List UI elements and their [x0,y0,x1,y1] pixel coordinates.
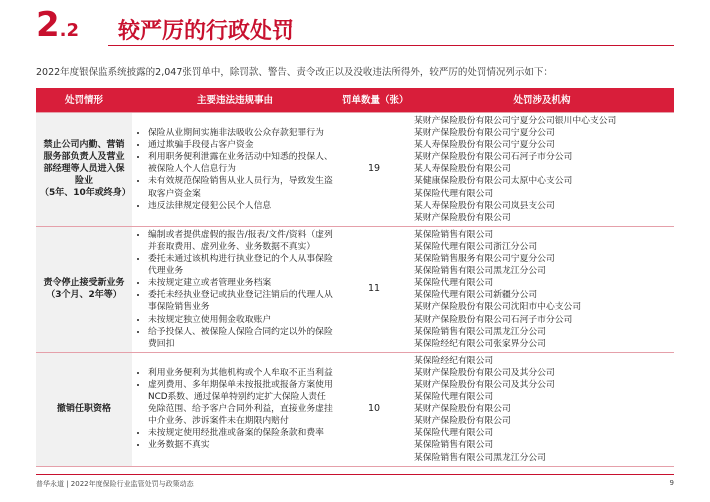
reason-item: • 利用业务便利为其他机构或个人牟取不正当利益 [148,367,334,379]
institution-item: 某保险销售有限公司黑龙江分公司 [414,452,546,463]
table-row [36,226,674,352]
institution-item: 某财产保险股份有限公司石河子市分公司 [414,152,573,163]
institution-item: 某财产保险股份有限公司 [414,416,511,427]
violation-reasons [132,352,338,466]
section-number: 2.2 [36,5,80,45]
header-institutions: 处罚涉及机构 [410,88,674,113]
reason-item: • 违反法律规定侵犯公民个人信息 [148,200,334,212]
page-number: 9 [669,479,674,487]
institution-item: 某财产保险股份有限公司 [414,404,511,415]
institution-item: 某保险经纪有限公司张家界分公司 [414,338,546,349]
institution-list [410,226,674,352]
institution-item: 某保险销售有限公司 [414,440,494,451]
institution-item: 某保险代理有限公司 [414,188,494,199]
intro-text: 2022年度银保监系统披露的2,047张罚单中，除罚款、警告、责令改正以及没收违法所得外，较严厉的处罚情况列示如下： [36,67,553,78]
reason-list [136,229,334,350]
reason-list [136,127,334,212]
institution-item: 某人寿保险股份有限公司 [414,164,511,175]
reason-item: • 保险从业期间实施非法吸收公众存款犯罪行为 [148,127,334,139]
institution-item: 某保险代理有限公司 [414,392,494,403]
penalty-category [36,113,132,227]
institution-list [410,352,674,466]
institution-item: 某保险代理有限公司新疆分公司 [414,290,538,301]
institution-list [410,113,674,227]
table-header-row [36,88,674,113]
reason-list [136,367,334,452]
institution-item: 某保险销售有限公司 [414,229,494,240]
ticket-count: 11 [338,226,410,352]
category-line: （3个月、2年等） [46,290,122,301]
reason-item: • 未有效规范保险销售从业人员行为，导致发生盗取客户资金案 [148,175,334,199]
institution-item: 某财产保险股份有限公司沈阳市中心支公司 [414,302,582,313]
violation-reasons [132,113,338,227]
reason-item: • 未按规定使用经批准或备案的保险条款和费率 [148,427,334,439]
reason-item: • 委托未通过该机构进行执业登记的个人从事保险代理业务 [148,253,334,277]
institution-item: 某财产保险股份有限公司及其分公司 [414,367,555,378]
reason-item: • 编制或者提供虚假的报告/报表/文件/资料（虚列并套取费用、虚列业务、业务数据不真实） [148,229,334,253]
institution-item: 某保险代理有限公司 [414,278,494,289]
penalty-table [36,88,674,467]
reason-item: • 未按规定建立或者管理业务档案 [148,277,334,289]
category-line: 责令停止接受新业务 [43,278,125,289]
institution-item: 某保险销售有限公司黑龙江分公司 [414,326,546,337]
institution-item: 某健康保险股份有限公司太原中心支公司 [414,176,573,187]
institution-item: 某财产保险股份有限公司宁夏分公司 [414,128,555,139]
category-line: 撤销任职资格 [56,404,111,415]
reason-item: • 利用职务便利泄露在业务活动中知悉的投保人、被保险人个人信息行为 [148,151,334,175]
violation-reasons [132,226,338,352]
institution-item: 某财产保险股份有限公司 [414,212,511,223]
reason-item: • 给予投保人、被保险人保险合同约定以外的保险费回扣 [148,326,334,350]
category-line: （5年、10年或终身） [40,188,131,199]
reason-item: • 通过欺骗手段侵占客户资金 [148,139,334,151]
table-row [36,113,674,227]
institution-item: 某保险经纪有限公司 [414,355,494,366]
institution-item: 某财产保险股份有限公司石河子市分公司 [414,314,573,325]
institution-item: 某人寿保险股份有限公司宁夏分公司 [414,140,555,151]
institution-item: 某财产保险股份有限公司及其分公司 [414,379,555,390]
header-category: 处罚情形 [36,88,132,113]
reason-item: • 未按规定独立使用佣金收取账户 [148,314,334,326]
reason-item: • 业务数据不真实 [148,439,334,451]
category-line: 禁止公司内勤、营销服务部负责人及营业部经理等人员进入保险业 [43,140,125,187]
institution-item: 某保险代理有限公司浙江分公司 [414,241,538,252]
reason-item: • 委托未经执业登记或执业登记注销后的代理人从事保险销售业务 [148,289,334,313]
ticket-count: 10 [338,352,410,466]
section-title: 较严厉的行政处罚 [118,19,295,44]
institution-item: 某人寿保险股份有限公司岚县支公司 [414,200,555,211]
header-reasons: 主要违法违规事由 [132,88,338,113]
penalty-category [36,352,132,466]
title-divider [108,45,674,46]
reason-item: • 虚列费用、多年期保单未按报批或报备方案使用NCD系数、通过保单特别约定扩大保险人责任免除范围、给予客户合同外利益，直接业务虚挂中介业务、涉诉案件未在期限内赔付 [148,379,334,427]
penalty-category [36,226,132,352]
header-count: 罚单数量（张） [338,88,410,113]
footer-text: 普华永道 | 2022年度保险行业监管处罚与政策动态 [36,480,194,488]
footer-divider [36,474,674,475]
table-row [36,352,674,466]
institution-item: 某财产保险股份有限公司宁夏分公司银川中心支公司 [414,116,617,126]
institution-item: 某保险代理有限公司 [414,428,494,439]
institution-item: 某保险销售服务有限公司宁夏分公司 [414,254,555,265]
institution-item: 某保险销售有限公司黑龙江分公司 [414,266,546,277]
ticket-count: 19 [338,113,410,227]
